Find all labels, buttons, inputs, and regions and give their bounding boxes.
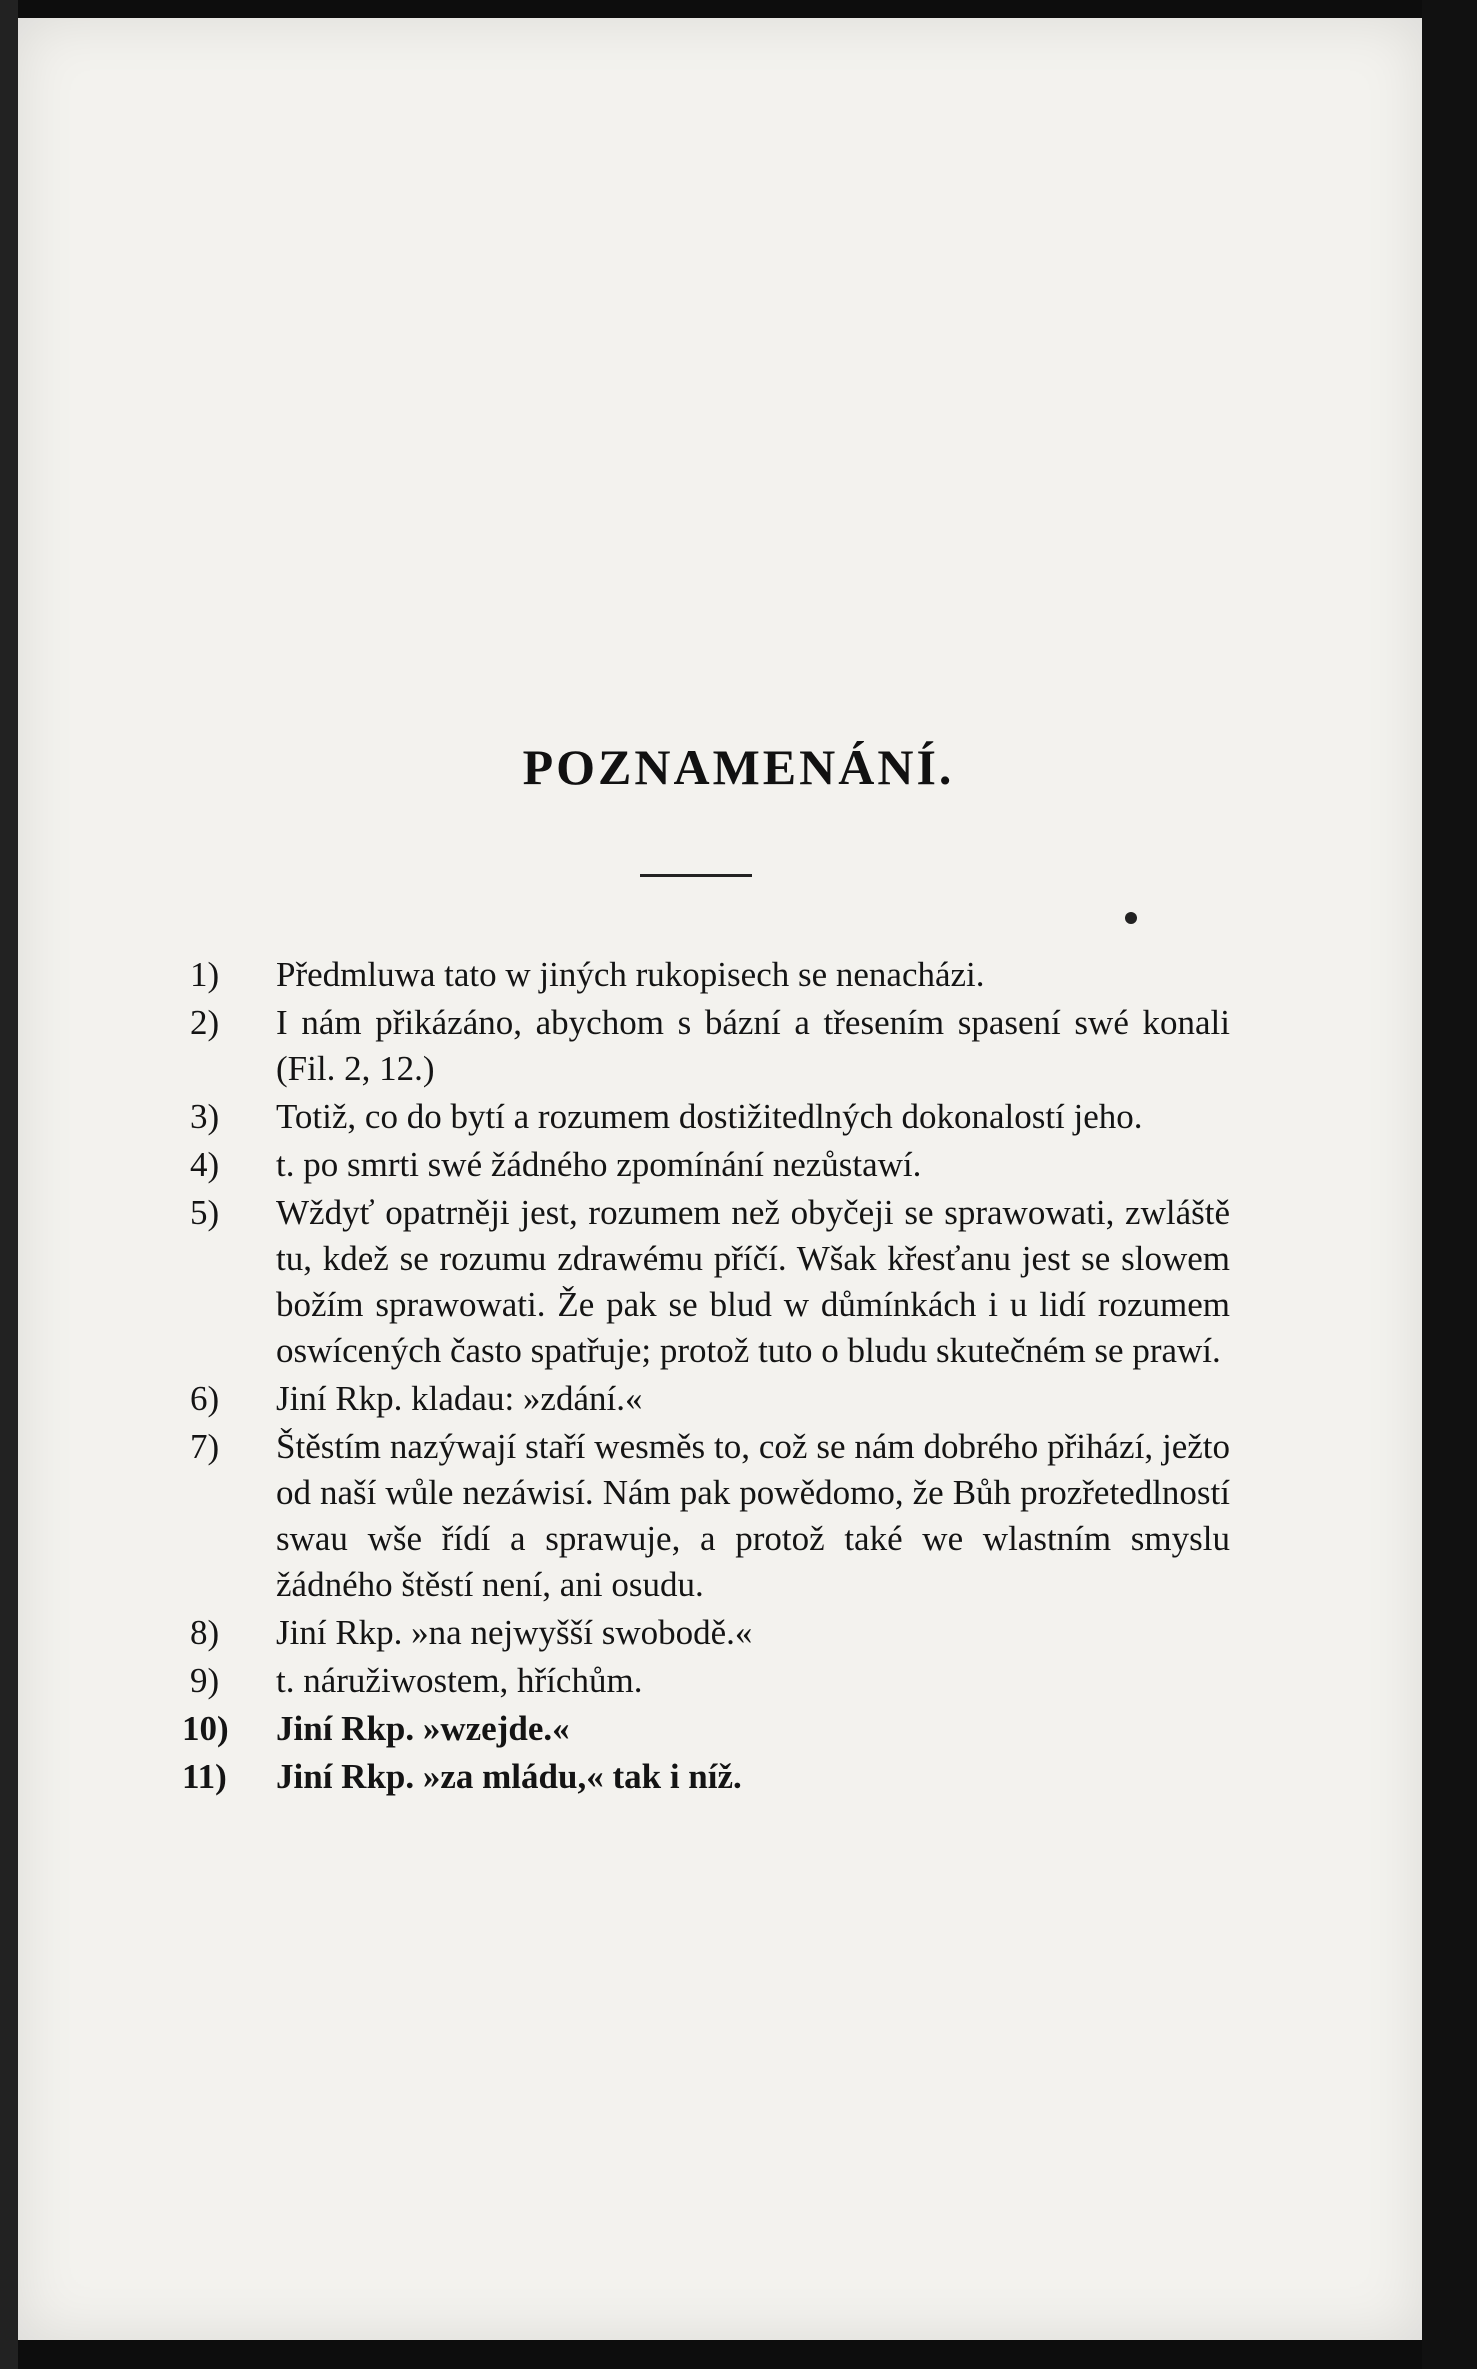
- note-number: 11): [182, 1757, 227, 1796]
- notes-list: [182, 952, 1230, 1802]
- note-item: [182, 1706, 1230, 1752]
- note-text: Wždyť opatrněji jest, rozumem než obyčeji se sprawowati, zwláště tu, kdež se rozumu zdrawému příčí. Wšak křesťanu jest se slowem božím sprawowati. Že pak se blud w důmínkách i u lidí rozumem oswícených často spatřuje; protož tuto o bludu skutečném se prawí.: [276, 1193, 1230, 1370]
- note-number: 1): [190, 955, 220, 994]
- note-item: [190, 1142, 1230, 1188]
- note-item: [190, 1094, 1230, 1140]
- note-text: Jiní Rkp. kladau: »zdání.«: [276, 1379, 643, 1418]
- note-text: I nám přikázáno, abychom s bázní a třesením spasení swé konali (Fil. 2, 12.): [276, 1003, 1230, 1088]
- note-item: [190, 1376, 1230, 1422]
- note-item: [190, 1190, 1230, 1374]
- note-text: Jiní Rkp. »na nejwyšší swobodě.«: [276, 1613, 753, 1652]
- note-item: [190, 1658, 1230, 1704]
- right-page-shadow: [1422, 0, 1477, 2369]
- note-number: 7): [190, 1427, 220, 1466]
- note-number: 4): [190, 1145, 220, 1184]
- note-item: [190, 952, 1230, 998]
- note-item: [182, 1754, 1230, 1800]
- ink-dot: [1125, 912, 1137, 924]
- note-number: 3): [190, 1097, 220, 1136]
- note-text: Předmluwa tato w jiných rukopisech se nenacházi.: [276, 955, 985, 994]
- note-text: Štěstím nazýwají staří wesměs to, což se nám dobrého přihází, ježto od naší wůle nezáwisí. Nám pak powědomo, že Bůh prozřetedlností swau wše řídí a sprawuje, a protož také we wlastním smyslu žádného štěstí není, ani osudu.: [276, 1427, 1230, 1604]
- note-number: 5): [190, 1193, 220, 1232]
- left-page-edge: [0, 0, 18, 2369]
- note-text: t. náružiwostem, hříchům.: [276, 1661, 643, 1700]
- note-item: [190, 1424, 1230, 1608]
- note-number: 9): [190, 1661, 220, 1700]
- note-item: [190, 1610, 1230, 1656]
- note-number: 10): [182, 1709, 229, 1748]
- note-text: Jiní Rkp. »za mládu,« tak i níž.: [276, 1757, 742, 1796]
- note-item: [190, 1000, 1230, 1092]
- note-number: 6): [190, 1379, 220, 1418]
- note-number: 8): [190, 1613, 220, 1652]
- note-text: Totiž, co do bytí a rozumem dostižitedlných dokonalostí jeho.: [276, 1097, 1143, 1136]
- note-number: 2): [190, 1003, 220, 1042]
- page-heading: POZNAMENÁNÍ.: [522, 739, 955, 795]
- note-text: t. po smrti swé žádného zpomínání nezůstawí.: [276, 1145, 922, 1184]
- note-text: Jiní Rkp. »wzejde.«: [276, 1709, 570, 1748]
- heading-rule: [640, 874, 752, 877]
